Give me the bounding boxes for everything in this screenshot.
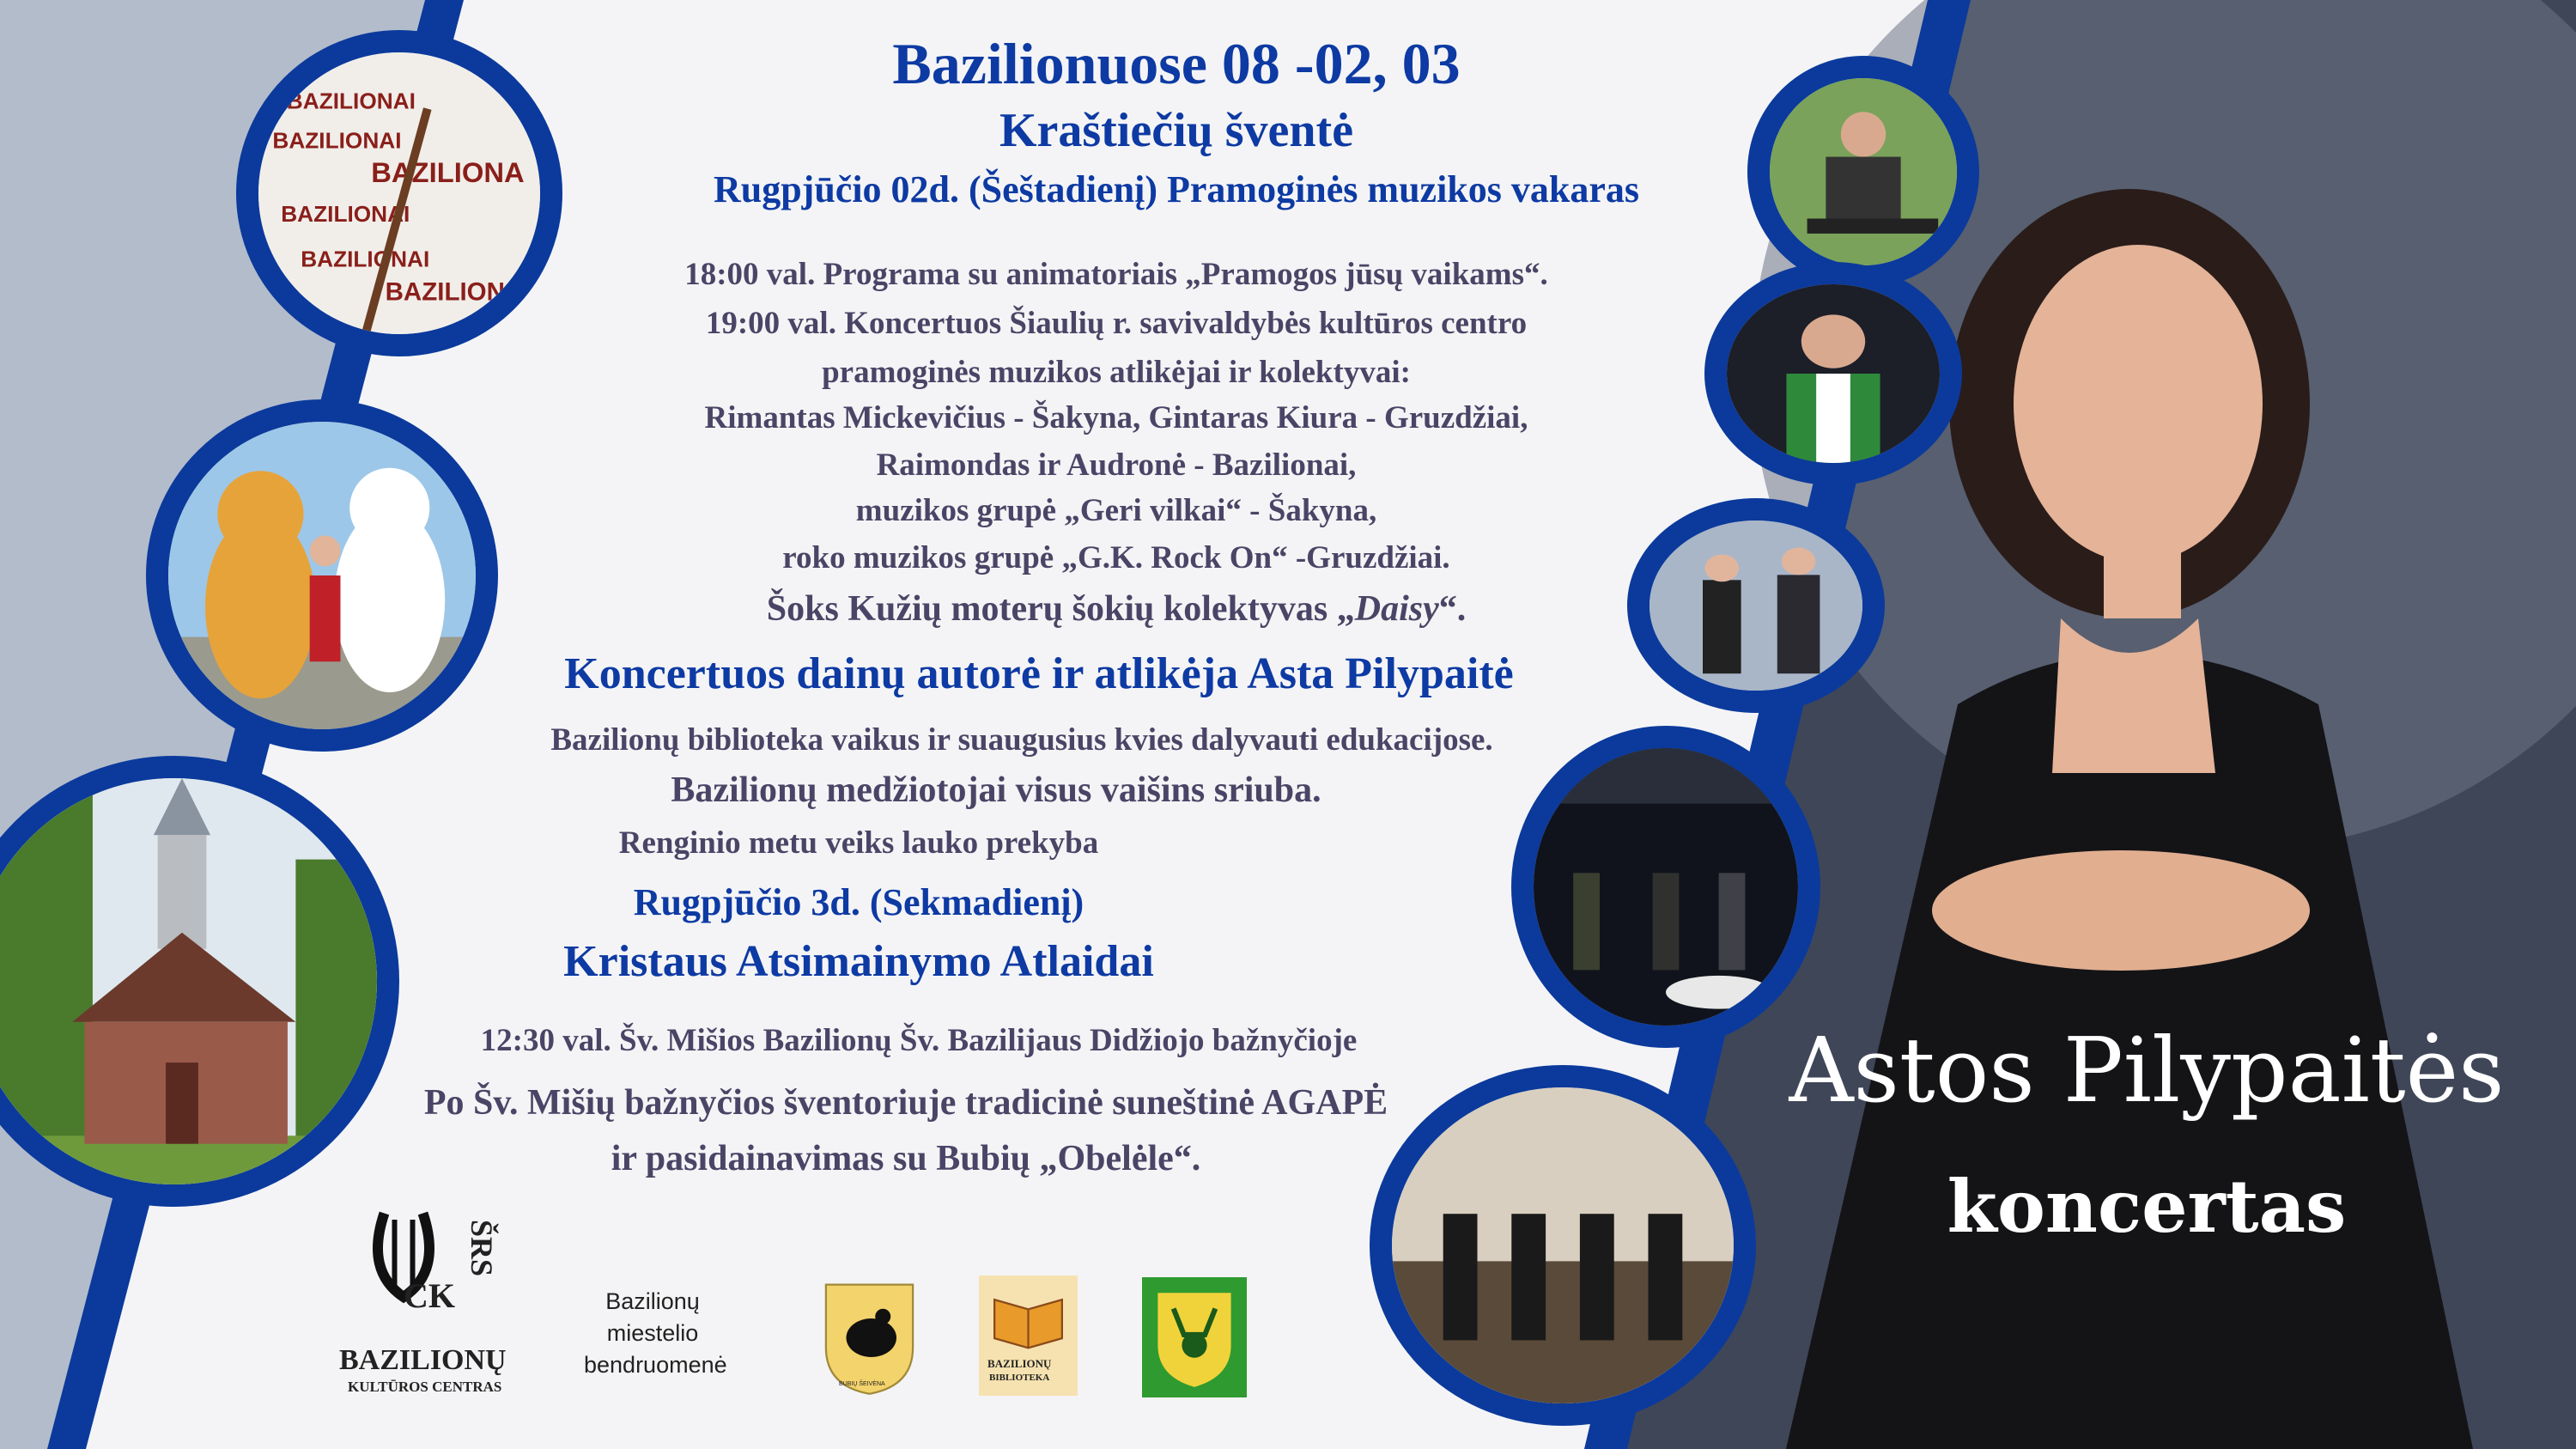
community-logo: [584, 1288, 727, 1379]
program-line: Raimondas ir Audronė - Bazilionai,: [876, 447, 1357, 483]
program-line: 18:00 val. Programa su animatoriais „Pramogos jūsų vaikams“.: [684, 257, 1548, 292]
extras-line: Bazilionų medžiotojai visus vaišins sriuba.: [671, 770, 1321, 810]
program-line: muzikos grupė „Geri vilkai“ - Šakyna,: [855, 493, 1377, 528]
program-line: roko muzikos grupė „G.K. Rock On“ -Gruzdžiai.: [782, 540, 1450, 575]
banner-word: BAZILIONAI: [281, 200, 410, 227]
dance-line-suffix: “.: [1438, 589, 1467, 629]
banner-word: BAZILIONA: [385, 277, 524, 307]
day1-heading: Rugpjūčio 02d. (Šeštadienį) Pramoginės muzikos vakaras: [713, 168, 1640, 210]
hunters-club-logo: [820, 1280, 919, 1396]
hunters-club-label: BUBIŲ ŠEIVĖNA: [839, 1381, 885, 1387]
culture-center-sub: KULTŪROS CENTRAS: [348, 1379, 502, 1395]
banner-word: BAZILIONAI: [301, 246, 430, 272]
extras-line: Renginio metu veiks lauko prekyba: [618, 825, 1099, 861]
community-line: Bazilionų: [605, 1288, 700, 1314]
dance-line-prefix: Šoks Kužių moterų šokių kolektyvas „: [766, 589, 1355, 629]
event-title: Bazilionuose 08 -02, 03: [892, 31, 1461, 96]
hunters-deer-logo: [1142, 1277, 1247, 1397]
program-line: Rimantas Mickevičius - Šakyna, Gintaras Kiura - Gruzdžiai,: [704, 400, 1528, 435]
book-icon: [979, 1275, 1078, 1353]
library-label: BIBLIOTEKA: [989, 1373, 1050, 1383]
library-label: BAZILIONŲ: [987, 1357, 1052, 1370]
dance-line: [0, 588, 2233, 630]
program-line: pramoginės muzikos atlikėjai ir kolektyvai:: [822, 355, 1411, 390]
concert-subtitle: koncertas: [1947, 1164, 2347, 1249]
day2-line: 12:30 val. Šv. Mišios Bazilionų Šv. Bazilijaus Didžiojo bažnyčioje: [480, 1023, 1358, 1058]
culture-center-letters: ŠRS: [465, 1220, 499, 1277]
extras-line: Bazilionų biblioteka vaikus ir suaugusius kvies dalyvauti edukacijose.: [550, 722, 1493, 758]
culture-center-logo: [335, 1194, 524, 1409]
headliner-line: Koncertuos dainų autorė ir atlikėja Asta Pilypaitė: [564, 649, 1514, 698]
banner-word: BAZILIONA: [371, 155, 525, 188]
day2-line: ir pasidainavimas su Bubių „Obelėle“.: [611, 1139, 1201, 1178]
day2-heading: Rugpjūčio 3d. (Sekmadienį): [633, 881, 1084, 923]
community-line: miestelio: [606, 1320, 699, 1346]
day2-title: Kristaus Atsimainymo Atlaidai: [563, 937, 1154, 986]
capercaillie-shield-icon: [820, 1280, 919, 1396]
dance-group-name: Daisy: [1354, 589, 1439, 629]
day2-line: Po Šv. Mišių bažnyčios šventoriuje tradicinė suneštinė AGAPĖ: [423, 1083, 1388, 1123]
banner-word: BAZILIONAI: [272, 127, 402, 154]
program-line: 19:00 val. Koncertuos Šiaulių r. savivaldybės kultūros centro: [705, 306, 1528, 341]
deer-shield-icon: [1142, 1277, 1247, 1397]
library-logo: [979, 1275, 1078, 1396]
concert-name: Astos Pilypaitės: [1789, 1018, 2505, 1123]
culture-center-letters2: CK: [404, 1276, 455, 1315]
banner-word: BAZILIONAI: [286, 88, 416, 114]
event-subtitle: Kraštiečių šventė: [999, 104, 1354, 157]
culture-center-name: BAZILIONŲ: [339, 1344, 507, 1376]
community-line: bendruomenė: [584, 1352, 727, 1378]
